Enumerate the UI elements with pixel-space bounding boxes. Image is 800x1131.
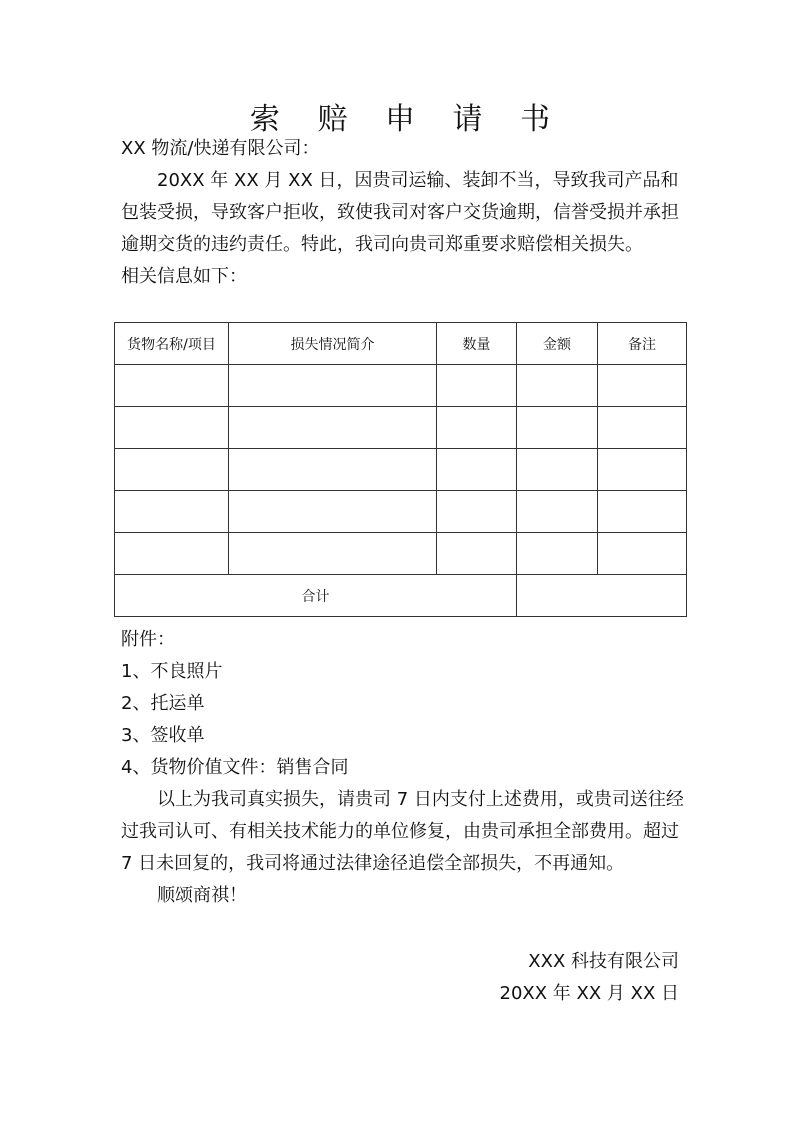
attachment-item: 4、货物价值文件：销售合同 xyxy=(121,757,349,778)
table-cell[interactable] xyxy=(517,365,598,407)
table-cell[interactable] xyxy=(598,491,687,533)
table-cell[interactable] xyxy=(437,533,517,575)
table-row xyxy=(115,533,687,575)
table-row xyxy=(115,365,687,407)
table-cell[interactable] xyxy=(115,533,229,575)
table-cell[interactable] xyxy=(437,491,517,533)
table-cell[interactable] xyxy=(517,533,598,575)
claim-table xyxy=(114,322,687,617)
table-cell[interactable] xyxy=(229,407,437,449)
table-total-row xyxy=(115,575,687,617)
attachments-section xyxy=(121,624,686,912)
table-cell[interactable] xyxy=(229,449,437,491)
table-cell[interactable] xyxy=(598,449,687,491)
document-title: 索 赔 申 请 书 xyxy=(249,102,565,137)
table-cell[interactable] xyxy=(437,365,517,407)
table-row xyxy=(115,449,687,491)
signature-company: XXX 科技有限公司 xyxy=(528,951,679,972)
signature-date: 20XX 年 XX 月 XX 日 xyxy=(499,983,679,1004)
table-cell[interactable] xyxy=(517,407,598,449)
table-cell[interactable] xyxy=(115,407,229,449)
attachments-label: 附件： xyxy=(121,629,175,650)
header-cell-item: 货物名称/项目 xyxy=(115,323,229,365)
table-cell[interactable] xyxy=(115,449,229,491)
attachment-item: 2、托运单 xyxy=(121,693,205,714)
table-cell[interactable] xyxy=(115,365,229,407)
table-cell[interactable] xyxy=(517,449,598,491)
table-cell[interactable] xyxy=(229,365,437,407)
info-intro: 相关信息如下： xyxy=(121,266,247,287)
table-header-row xyxy=(115,323,687,365)
header-cell-loss-summary: 损失情况简介 xyxy=(229,323,437,365)
table-cell[interactable] xyxy=(229,491,437,533)
total-label-cell: 合计 xyxy=(115,575,517,617)
recipient-line: XX 物流/快递有限公司： xyxy=(121,138,320,159)
header-cell-remarks: 备注 xyxy=(598,323,687,365)
table-row xyxy=(115,407,687,449)
table-row xyxy=(115,491,687,533)
closing-paragraph: 以上为我司真实损失，请贵司 7 日内支付上述费用，或贵司送往经过我司认可、有相关技术能力的单位修复，由贵司承担全部费用。超过 7 日未回复的，我司将通过法律途径追偿全部损失，不再通知。 xyxy=(121,789,684,874)
table-cell[interactable] xyxy=(229,533,437,575)
table-cell[interactable] xyxy=(598,407,687,449)
body-paragraph: 20XX 年 XX 月 XX 日，因贵司运输、装卸不当，导致我司产品和包装受损，导致客户拒收，致使我司对客户交货逾期，信誉受损并承担逾期交货的违约责任。特此，我司向贵司郑重要求赔偿相关损失。 xyxy=(121,170,679,255)
intro-section xyxy=(121,133,686,293)
table-cell[interactable] xyxy=(517,491,598,533)
header-cell-amount: 金额 xyxy=(517,323,598,365)
table-cell[interactable] xyxy=(437,449,517,491)
table-cell[interactable] xyxy=(598,533,687,575)
attachment-item: 3、签收单 xyxy=(121,725,205,746)
table-cell[interactable] xyxy=(437,407,517,449)
table-cell[interactable] xyxy=(598,365,687,407)
total-value-cell[interactable] xyxy=(517,575,687,617)
attachment-item: 1、不良照片 xyxy=(121,661,223,682)
table-cell[interactable] xyxy=(115,491,229,533)
header-cell-quantity: 数量 xyxy=(437,323,517,365)
salutation: 顺颂商祺！ xyxy=(157,885,247,906)
signature-block xyxy=(500,946,680,1010)
